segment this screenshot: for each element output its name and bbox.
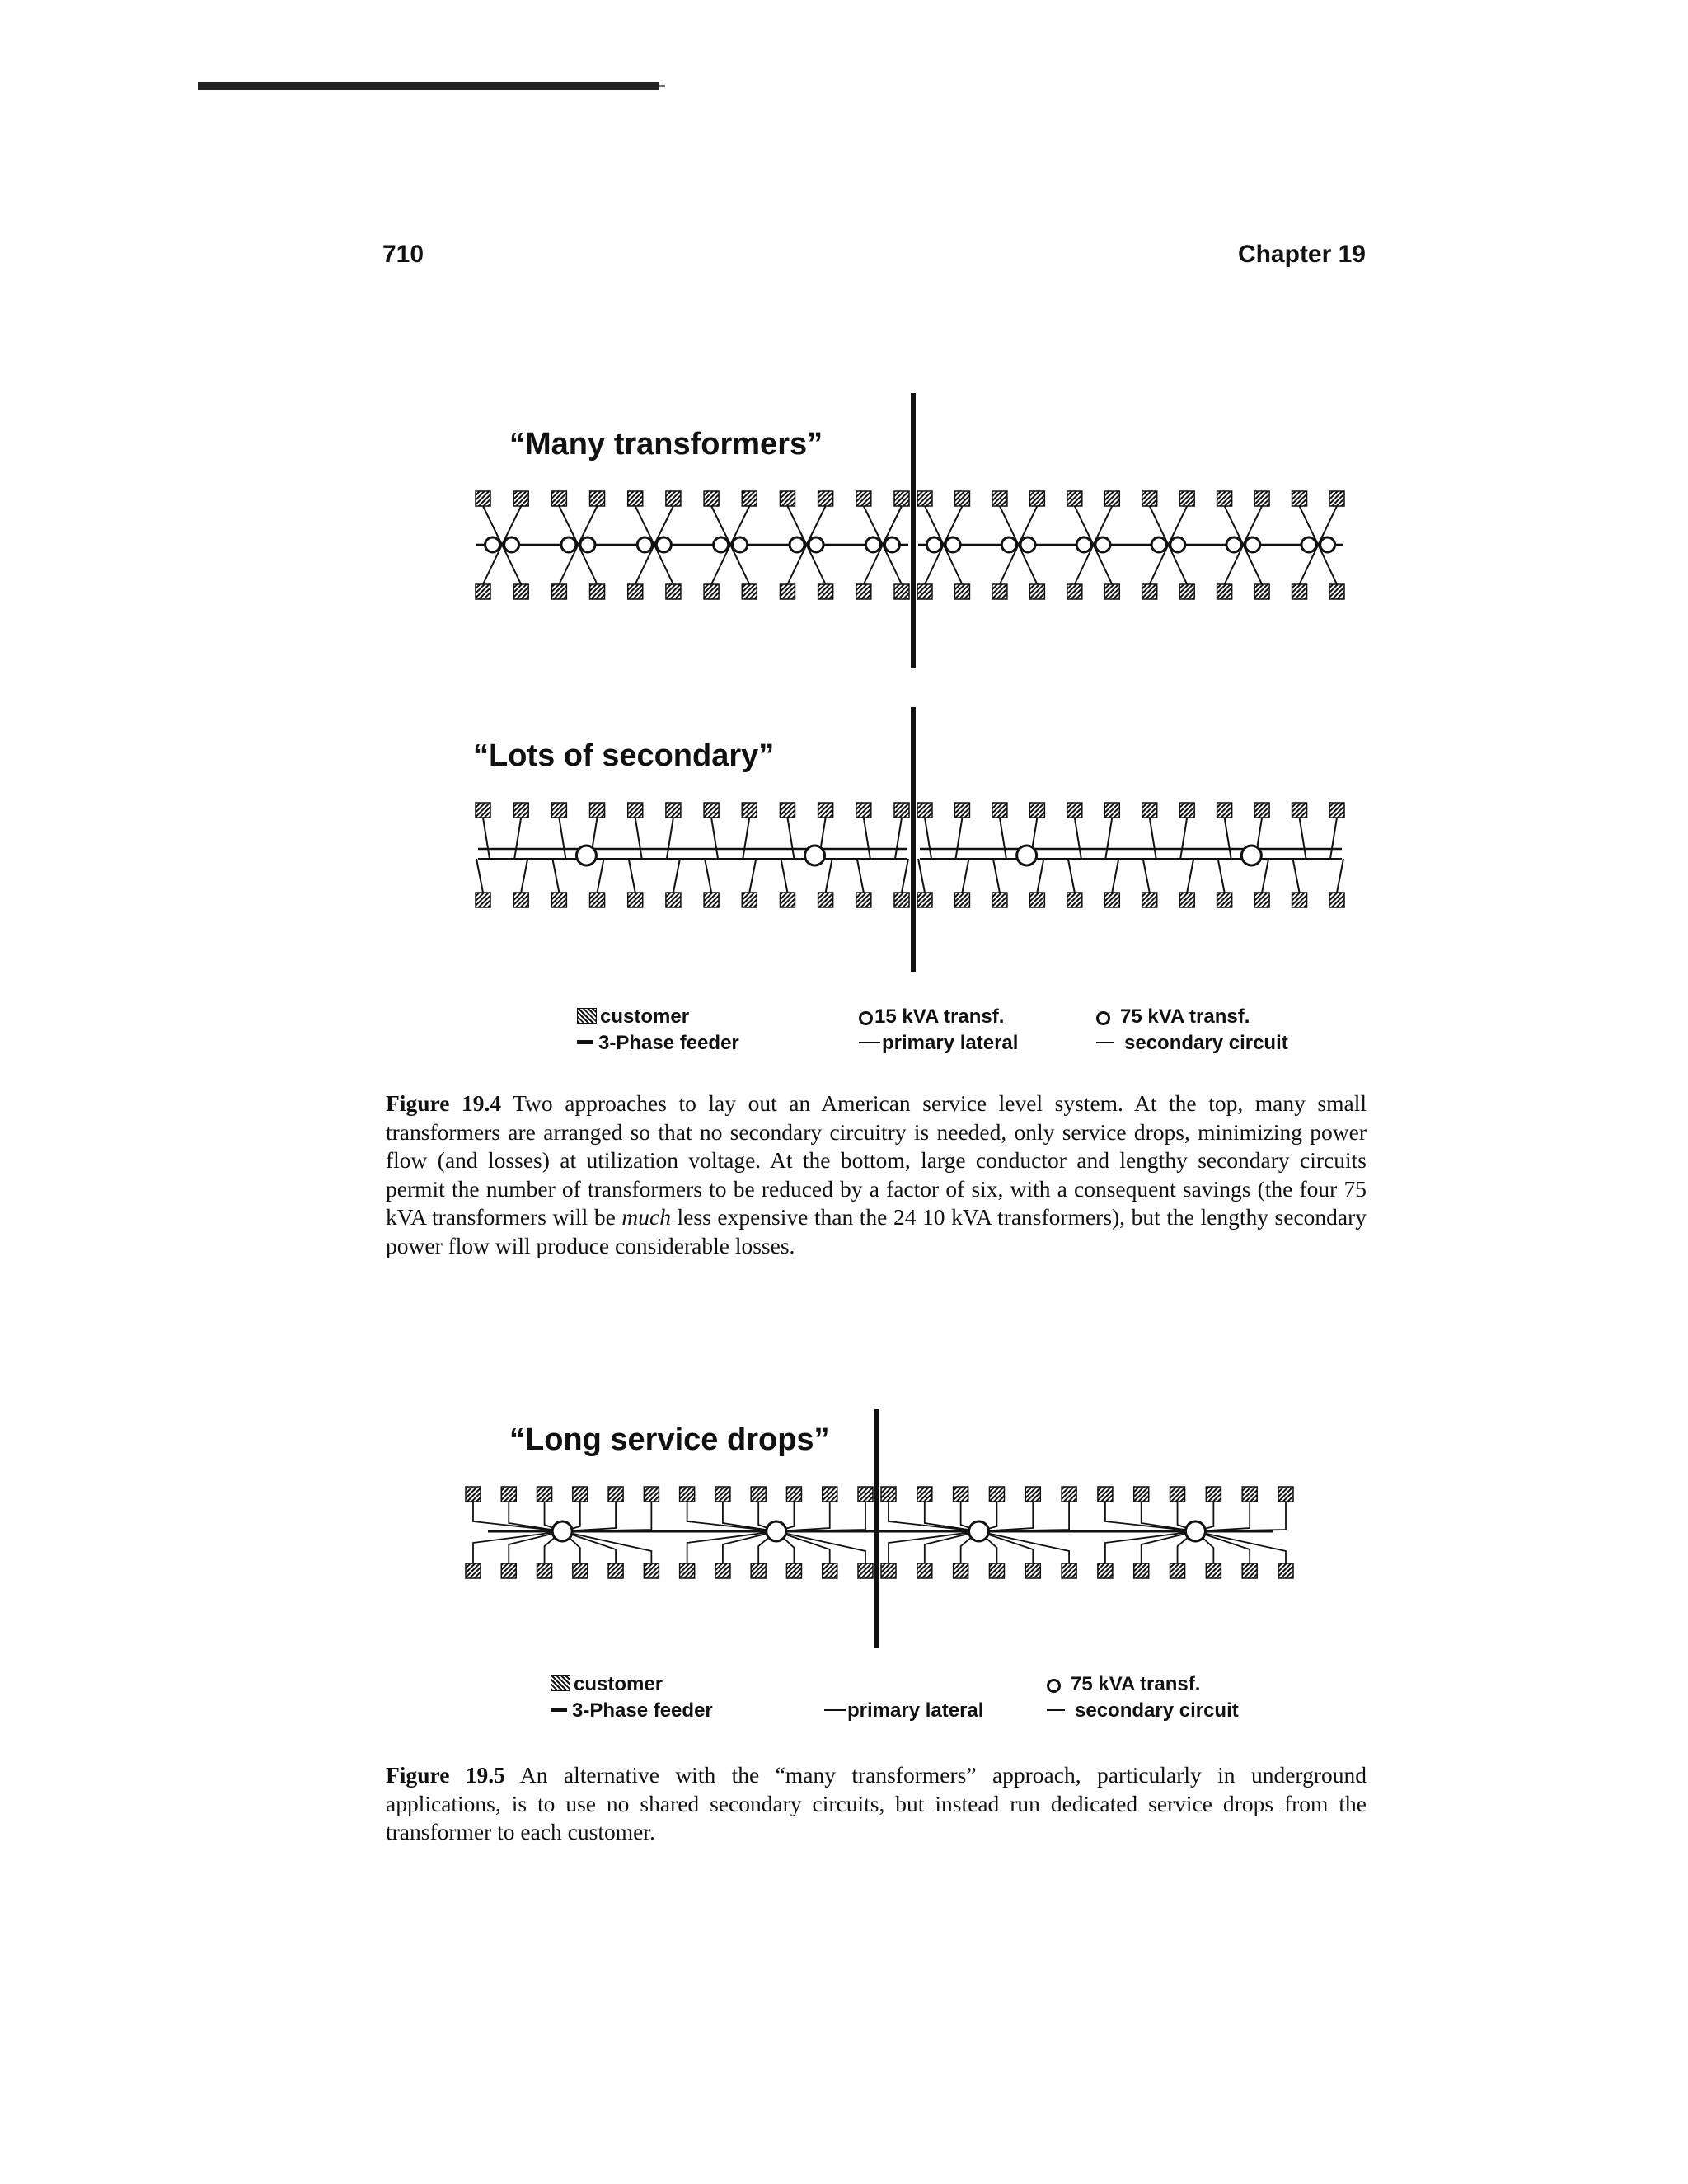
service-drop-line [1068,859,1075,893]
customer-icon [894,584,909,599]
customer-icon [476,803,490,818]
customer-icon [954,893,969,907]
customer-icon [1217,491,1232,506]
legend-large-transformer [1047,1673,1200,1696]
customer-icon [1254,491,1269,506]
customer-icon [881,1487,896,1502]
service-drop-line [787,818,794,859]
transformer-icon [1301,537,1316,552]
customer-icon [1179,893,1194,907]
service-drop-line [476,859,483,893]
customer-icon [680,1563,695,1578]
page-number: 710 [382,241,424,268]
service-drop-line [1150,818,1156,859]
customer-icon [551,491,566,506]
customer-icon [715,1563,730,1578]
transformer-icon [945,537,960,552]
customer-icon [590,491,605,506]
customer-icon [1242,1487,1257,1502]
customer-icon [704,491,719,506]
service-drop-line [1000,818,1006,859]
legend-secondary-circuit [1096,1032,1288,1055]
customer-icon [818,491,833,506]
customer-icon [1062,1487,1076,1502]
customer-icon [742,803,757,818]
service-drop-line [635,818,642,859]
caption-text: Two approaches to lay out an American service level system. At the top, many small transformers are arranged so that no secondary circuitry is needed, only service drops, minimizing power flow (and losses) at utilization voltage. At the bottom, large conductor and lengthy secondary circuits permit the number of transformers to be reduced by a factor of six, with a consequent savings (the four 75 kVA transformers will be [386,1090,1367,1230]
transformer-icon [1096,1011,1110,1025]
service-drop-line [483,818,490,859]
service-drop-line [667,818,673,859]
customer-icon [513,803,528,818]
customer-icon [1254,584,1269,599]
customer-icon [894,491,909,506]
customer-icon [1067,803,1082,818]
customer-icon [1179,803,1194,818]
customer-icon [680,1487,695,1502]
legend-secondary-circuit-label: secondary circuit [1124,1032,1288,1054]
customer-icon [1278,1487,1293,1502]
customer-icon [551,1675,570,1691]
feeder-line-icon [577,1040,593,1044]
customer-icon [1292,584,1307,599]
customer-icon [608,1487,623,1502]
customer-icon [666,491,681,506]
legend-feeder-label: 3-Phase feeder [598,1032,739,1054]
service-drop-line [1337,859,1343,893]
customer-icon [704,803,719,818]
service-drop-line [902,859,908,893]
customer-icon [1104,893,1119,907]
service-drop-line [1293,859,1300,893]
service-drop-line [1105,1531,1196,1563]
customer-icon [1329,491,1344,506]
customer-icon [476,584,490,599]
customer-icon [856,491,871,506]
customer-icon [628,893,643,907]
transformer-icon [1076,537,1091,552]
service-drop-line [955,818,962,859]
customer-icon [1254,803,1269,818]
customer-icon [1098,1563,1113,1578]
service-drop-line [1225,818,1231,859]
customer-icon [573,1563,588,1578]
customer-icon [1104,803,1119,818]
customer-icon [858,1563,873,1578]
customer-icon [917,491,932,506]
customer-icon [1104,584,1119,599]
customer-icon [476,893,490,907]
customer-icon [1029,491,1044,506]
customer-icon [537,1563,552,1578]
legend-feeder [577,1032,739,1055]
customer-icon [823,1563,837,1578]
customer-icon [1067,893,1082,907]
service-drop-line [895,818,902,859]
caption-emphasis: much [621,1204,671,1230]
customer-icon [628,491,643,506]
customer-icon [1098,1487,1113,1502]
service-drop-line [889,1531,979,1563]
transformer-icon [637,537,652,552]
legend-small-transformer [859,1005,1004,1029]
service-drop-line [826,859,832,893]
legend-primary-lateral-label: primary lateral [847,1699,984,1722]
transformer-icon [805,846,825,865]
customer-icon [466,1563,481,1578]
customer-icon [644,1563,659,1578]
transformer-icon [504,537,519,552]
customer-icon [1329,803,1344,818]
feeder-line-icon [551,1708,567,1712]
customer-icon [780,893,795,907]
legend-secondary-circuit-label: secondary circuit [1075,1699,1239,1722]
service-drop-line [687,1531,776,1563]
service-drop-line [781,859,787,893]
customer-icon [590,584,605,599]
customer-icon [1242,1563,1257,1578]
service-drop-line [1143,859,1150,893]
transformer-icon [580,537,595,552]
service-drop-line [1037,859,1043,893]
customer-icon [954,1563,968,1578]
customer-icon [823,1487,837,1502]
customer-icon [818,803,833,818]
customer-icon [704,584,719,599]
customer-icon [1029,893,1044,907]
customer-icon [573,1487,588,1502]
transformer-icon [859,1011,873,1025]
caption-label: Figure 19.4 [386,1090,502,1116]
legend-feeder [551,1699,713,1722]
customer-icon [1217,584,1232,599]
customer-icon [551,584,566,599]
customer-icon [1292,491,1307,506]
customer-icon [954,491,969,506]
service-drop-line [598,859,604,893]
transformer-icon [767,1521,786,1541]
customer-icon [666,584,681,599]
customer-icon [954,803,969,818]
customer-icon [1254,893,1269,907]
transformer-icon [790,537,804,552]
customer-icon [989,1563,1004,1578]
customer-icon [1067,491,1082,506]
customer-icon [917,1487,932,1502]
customer-icon [786,1563,801,1578]
customer-icon [1206,1563,1221,1578]
customer-icon [780,803,795,818]
service-drop-line [521,859,528,893]
transformer-icon [809,537,823,552]
customer-icon [780,584,795,599]
customer-icon [1025,1563,1040,1578]
customer-icon [742,584,757,599]
customer-icon [856,893,871,907]
customer-icon [644,1487,659,1502]
transformer-icon [552,1521,572,1541]
service-drop-line [1330,818,1337,859]
customer-icon [1206,1487,1221,1502]
transformer-icon [969,1521,989,1541]
customer-icon [590,893,605,907]
transformer-icon [485,537,500,552]
customer-icon [992,584,1007,599]
customer-icon [501,1487,516,1502]
transformer-icon [1241,846,1261,865]
customer-icon [1142,893,1157,907]
legend-primary-lateral-label: primary lateral [882,1032,1019,1054]
service-drop-line [925,818,931,859]
customer-icon [742,893,757,907]
transformer-icon [865,537,880,552]
customer-icon [577,1008,597,1024]
customer-icon [513,491,528,506]
legend-primary-lateral [859,1032,1018,1055]
service-drop-line [711,818,718,859]
customer-icon [590,803,605,818]
customer-icon [856,584,871,599]
customer-icon [917,803,932,818]
service-drop-line [559,818,565,859]
transformer-icon [1017,846,1037,865]
customer-icon [1067,584,1082,599]
customer-icon [786,1487,801,1502]
service-drop-line [918,859,925,893]
service-drop-line [1105,818,1112,859]
customer-icon [992,803,1007,818]
customer-icon [989,1487,1004,1502]
service-drop-line [514,818,521,859]
customer-icon [818,584,833,599]
transformer-icon [1047,1679,1061,1693]
transformer-icon [884,537,899,552]
service-drop-line [1218,859,1225,893]
service-drop-line [749,859,756,893]
customer-icon [513,893,528,907]
service-drop-line [1112,859,1118,893]
customer-icon [818,893,833,907]
legend-primary-lateral [824,1699,983,1722]
customer-icon [1329,893,1344,907]
figure-19-5-caption [386,1761,1367,1847]
customer-icon [1142,491,1157,506]
customer-icon [992,491,1007,506]
service-drop-line [962,859,968,893]
customer-icon [501,1563,516,1578]
customer-icon [1170,1487,1185,1502]
transformer-icon [926,537,941,552]
customer-icon [894,803,909,818]
primary-lateral-icon [859,1042,880,1043]
legend-feeder-label: 3-Phase feeder [572,1699,713,1722]
transformer-icon [1320,537,1335,552]
legend-customer [577,1005,689,1029]
customer-icon [1104,491,1119,506]
secondary-circuit-icon [1096,1042,1114,1043]
customer-icon [1292,803,1307,818]
transformer-icon [1095,537,1110,552]
customer-icon [608,1563,623,1578]
customer-icon [551,803,566,818]
customer-icon [1029,803,1044,818]
service-drop-line [1187,859,1193,893]
service-drop-line [473,1531,562,1563]
service-drop-line [1262,859,1268,893]
service-drop-line [743,818,749,859]
customer-icon [1179,584,1194,599]
customer-icon [954,1487,968,1502]
customer-icon [1142,803,1157,818]
customer-icon [628,803,643,818]
customer-icon [858,1487,873,1502]
caption-label: Figure 19.5 [386,1762,505,1788]
customer-icon [1217,893,1232,907]
customer-icon [466,1487,481,1502]
customer-icon [704,893,719,907]
customer-icon [856,803,871,818]
customer-icon [1134,1487,1149,1502]
service-drop-line [993,859,1000,893]
legend-customer-label: customer [574,1673,663,1695]
legend-customer-label: customer [600,1005,690,1028]
customer-icon [992,893,1007,907]
customer-icon [780,491,795,506]
caption-text: An alternative with the “many transformers” approach, particularly in underground applications, is to use no shared secondary circuits, but instead run dedicated service drops from the transformer to each customer. [386,1762,1367,1844]
service-drop-line [705,859,711,893]
legend-large-transformer-label: 75 kVA transf. [1071,1673,1201,1695]
transformer-icon [1001,537,1016,552]
customer-icon [1025,1487,1040,1502]
transformer-icon [733,537,748,552]
service-drop-line [1180,818,1187,859]
transformer-icon [1185,1521,1205,1541]
customer-icon [751,1487,766,1502]
customer-icon [666,893,681,907]
diagram-title-long-service-drops: “Long service drops” [509,1422,830,1457]
legend-small-transformer-label: 15 kVA transf. [874,1005,1005,1028]
customer-icon [1142,584,1157,599]
service-drop-line [1075,818,1081,859]
legend-large-transformer [1096,1005,1250,1029]
customer-icon [551,893,566,907]
service-drop-line [673,859,680,893]
customer-icon [1029,584,1044,599]
customer-icon [1292,893,1307,907]
service-drop-line [629,859,635,893]
service-drop-line [552,859,559,893]
customer-icon [1062,1563,1076,1578]
customer-icon [1329,584,1344,599]
legend-secondary-circuit [1047,1699,1239,1722]
transformer-icon [656,537,671,552]
customer-icon [1134,1563,1149,1578]
service-drop-line [857,859,864,893]
customer-icon [917,584,932,599]
legend-customer [551,1673,663,1696]
service-drop-line [864,818,870,859]
diagram-title-many-transformers: “Many transformers” [509,427,823,462]
customer-icon [1278,1563,1293,1578]
transformer-icon [714,537,729,552]
customer-icon [917,1563,932,1578]
customer-icon [513,584,528,599]
customer-icon [1217,803,1232,818]
transformer-icon [1151,537,1166,552]
transformer-icon [1170,537,1185,552]
customer-icon [537,1487,552,1502]
legend-large-transformer-label: 75 kVA transf. [1120,1005,1250,1028]
customer-icon [881,1563,896,1578]
customer-icon [476,491,490,506]
customer-icon [954,584,969,599]
customer-icon [1170,1563,1185,1578]
customer-icon [894,893,909,907]
diagram-title-lots-of-secondary: “Lots of secondary” [473,738,775,773]
transformer-icon [561,537,576,552]
customer-icon [742,491,757,506]
customer-icon [628,584,643,599]
secondary-circuit-icon [1047,1709,1065,1711]
customer-icon [917,893,932,907]
transformer-icon [1020,537,1035,552]
transformer-icon [1245,537,1260,552]
transformer-icon [576,846,596,865]
figure-19-4-caption [386,1090,1367,1260]
primary-lateral-icon [824,1709,846,1711]
chapter-title: Chapter 19 [1237,241,1366,268]
caption-text: less expensive than the 24 10 kVA transformers), but the lengthy secondary power flow will produce considerable losses. [386,1204,1367,1258]
customer-icon [1179,491,1194,506]
service-drop-line [1300,818,1306,859]
transformer-icon [1226,537,1241,552]
customer-icon [666,803,681,818]
customer-icon [715,1487,730,1502]
customer-icon [751,1563,766,1578]
